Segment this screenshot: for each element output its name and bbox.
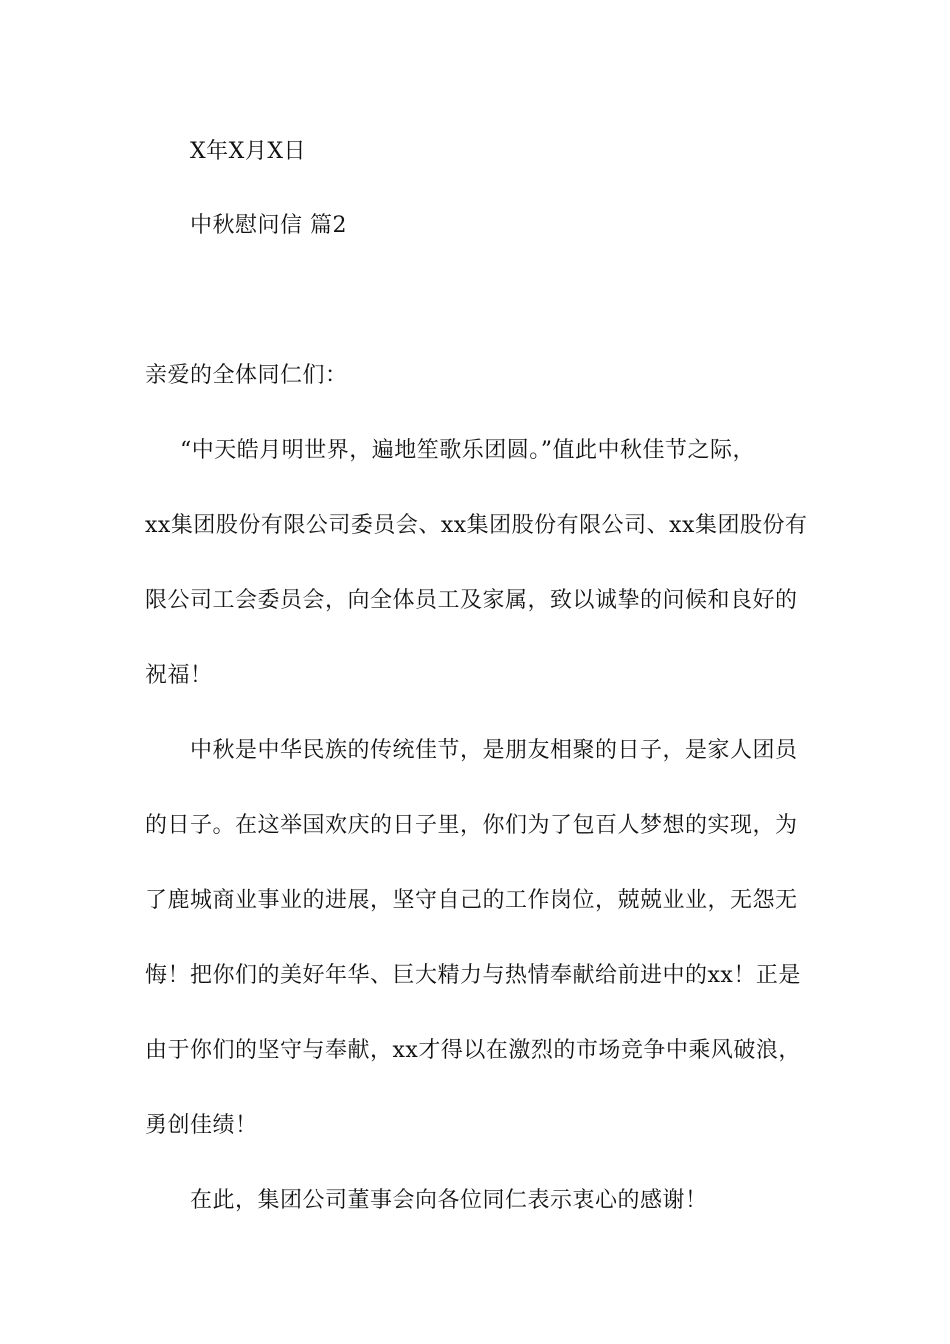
date-line: X年X月X日 xyxy=(190,139,306,164)
paragraph-line: 在此，集团公司董事会向各位同仁表示衷心的感谢！ xyxy=(190,1188,708,1213)
paragraph-line: 限公司工会委员会，向全体员工及家属，致以诚挚的问候和良好的 xyxy=(145,588,798,613)
paragraph-line: 中秋是中华民族的传统佳节，是朋友相聚的日子，是家人团员 xyxy=(190,738,798,763)
paragraph-line: 的日子。在这举国欢庆的日子里，你们为了包百人梦想的实现，为 xyxy=(145,813,798,838)
paragraph-line: 悔！把你们的美好年华、巨大精力与热情奉献给前进中的xx！正是 xyxy=(145,963,801,988)
paragraph-line: xx集团股份有限公司委员会、xx集团股份有限公司、xx集团股份有 xyxy=(145,513,808,538)
paragraph-line: 勇创佳绩！ xyxy=(145,1113,258,1138)
letter-heading: 中秋慰问信 篇2 xyxy=(190,213,347,238)
paragraph-line: 了鹿城商业事业的进展，坚守自己的工作岗位，兢兢业业，无怨无 xyxy=(145,888,798,913)
paragraph-line: 由于你们的坚守与奉献，xx才得以在激烈的市场竞争中乘风破浪， xyxy=(145,1038,801,1063)
paragraph-line: “中天皓月明世界，遍地笙歌乐团圆。”值此中秋佳节之际， xyxy=(180,438,755,463)
salutation: 亲爱的全体同仁们： xyxy=(145,363,348,388)
paragraph-line: 祝福！ xyxy=(145,663,213,688)
